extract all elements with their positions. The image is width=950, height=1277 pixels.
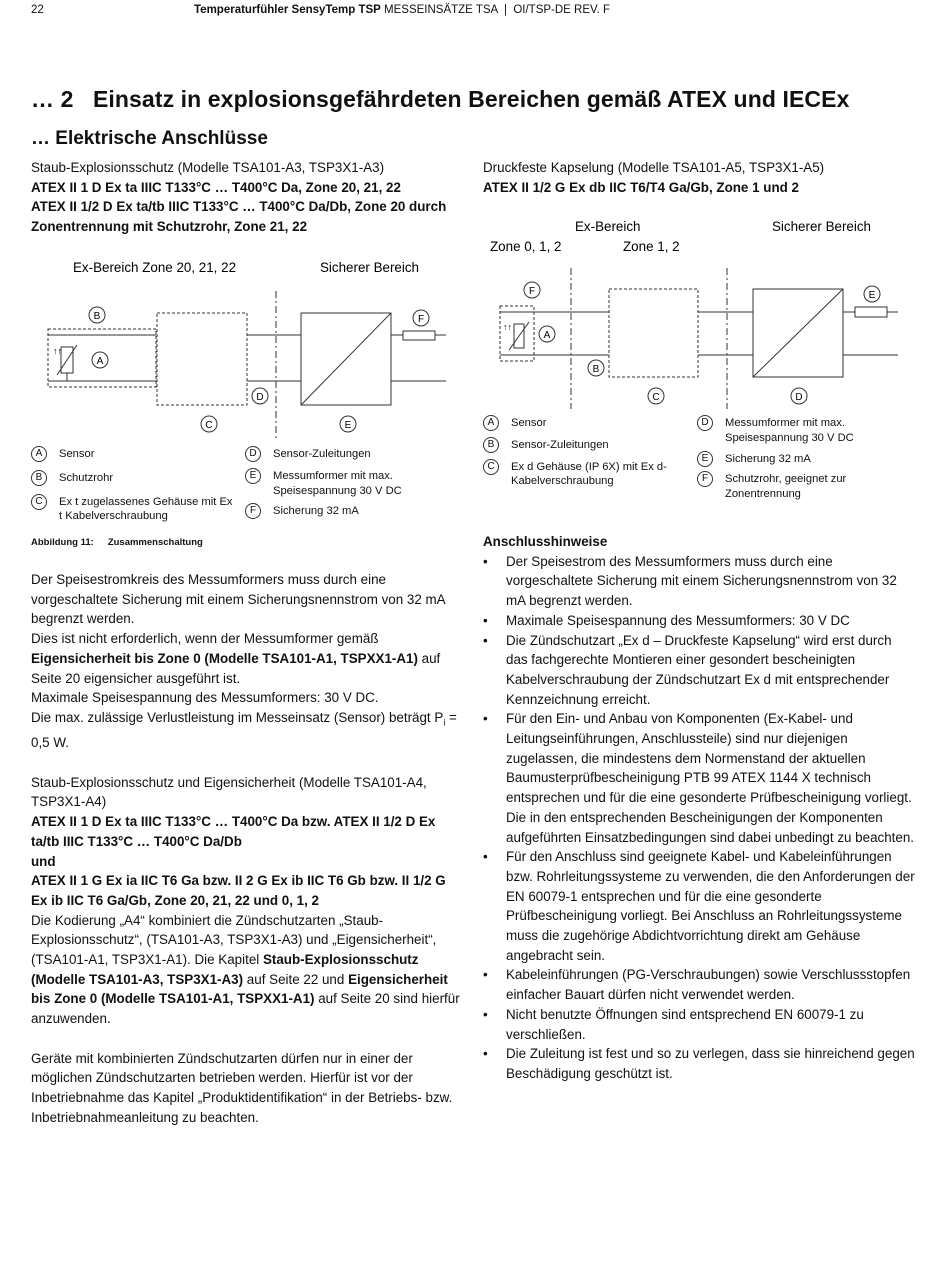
left-body	[31, 570, 461, 1127]
right-label-zone012: Zone 0, 1, 2	[490, 239, 562, 254]
right-label-ex: Ex-Bereich	[575, 219, 641, 234]
left-marking2-2: ATEX II 1 G Ex ia IIC T6 Ga bzw. II 2 G Ex ib IIC T6 Gb bzw. II 1/2 G Ex ib IIC T6 Ga/Gb, Zone 20, 21, 22 und 0, 1, 2	[31, 873, 446, 908]
left-callout-f: F	[417, 314, 425, 325]
list-item: • Für den Ein- und Anbau von Komponenten (Ex-Kabel- und Leitungseinführungen, Anschlussteile) sind nur diejenigen zugelassen, die mindestens dem Normenstand der aktuellen Baumusterprüfbescheinigung PTB 99 ATEX 1144 X technisch entsprechen und für die eine gesonderte Prüfbescheinigung vorliegt. Die in den entsprechenden Bescheinigungen der Komponenten aufgeführten Einsatzbedingungen sind dabei unbedingt zu beachten.	[483, 709, 915, 847]
header-title	[194, 4, 610, 16]
right-callout-c: C	[652, 392, 660, 403]
right-label-safe: Sicherer Bereich	[772, 219, 871, 234]
left-callout-e: E	[344, 420, 352, 431]
left-legend-col2	[245, 447, 435, 525]
right-diagram	[483, 214, 915, 409]
section-heading: … Elektrische Anschlüsse	[31, 128, 268, 149]
right-callout-d: D	[795, 392, 803, 403]
left-marking2-1: ATEX II 1 D Ex ta IIIC T133°C … T400°C Da bzw. ATEX II 1/2 D Ex ta/tb IIIC T133°C … T400°C Da/Db	[31, 814, 436, 849]
left-label-safe: Sicherer Bereich	[320, 260, 419, 275]
chapter-heading: … 2 Einsatz in explosionsgefährdeten Bereichen gemäß ATEX und IECEx	[31, 86, 850, 112]
page-header	[31, 4, 919, 20]
left-title-2: Staub-Explosionsschutz und Eigensicherheit (Modelle TSA101-A4, TSP3X1-A4)	[31, 774, 427, 810]
para-voltage: Maximale Speisespannung des Messumformers: 30 V DC.	[31, 690, 379, 706]
legend-item: D Messumformer mit max. Speisespannung 30 V DC	[697, 416, 887, 446]
left-marking-2: ATEX II 1/2 D Ex ta/tb IIIC T133°C … T400°C Da/Db, Zone 20 durch Zonentrennung mit Schutzrohr, Zone 21, 22	[31, 199, 447, 235]
left-legend-col1	[31, 447, 236, 530]
hinweise-list	[483, 552, 915, 1084]
list-item: • Für den Anschluss sind geeignete Kabel- und Kabeleinführungen bzw. Rohrleitungssysteme zu verwenden, die den Anforderungen der EN 60079-1 entsprechen und für die eine gesonderte Prüfbescheinigung vorliegt. Bei Anschluss an Rohrleitungssysteme muss die zugehörige Abdichtvorrichtung direkt am Gehäuse angebracht sein.	[483, 847, 915, 965]
figure-caption	[31, 537, 217, 548]
caption-number: Abbildung 11:	[31, 537, 94, 548]
legend-item: D Sensor-Zuleitungen	[245, 447, 435, 462]
right-body	[483, 532, 915, 1084]
para-fuse: Der Speisestromkreis des Messumformers muss durch eine vorgeschaltete Sicherung mit einem Sicherungsnennstrom von 32 mA begrenzt werden.	[31, 572, 445, 627]
right-label-zone12: Zone 1, 2	[623, 239, 680, 254]
list-item: • Kabeleinführungen (PG-Verschraubungen) sowie Verschlussstopfen einfacher Bauart dürfen nicht verwendet werden.	[483, 965, 915, 1004]
right-callout-b: B	[592, 364, 600, 375]
svg-text:↑↑: ↑↑	[503, 322, 512, 332]
fuse	[855, 307, 887, 317]
housing	[157, 313, 247, 405]
legend-item: B Schutzrohr	[31, 471, 236, 486]
list-item: • Nicht benutzte Öffnungen sind entsprechend EN 60079-1 zu verschließen.	[483, 1005, 915, 1044]
left-callout-b: B	[93, 311, 101, 322]
header-title-bold: Temperaturfühler SensyTemp TSP	[194, 4, 381, 16]
legend-item: A Sensor	[483, 416, 688, 431]
left-intro	[31, 158, 461, 237]
page-number: 22	[31, 4, 44, 16]
right-title: Druckfeste Kapselung (Modelle TSA101-A5, TSP3X1-A5)	[483, 160, 825, 175]
list-item: • Maximale Speisespannung des Messumformers: 30 V DC	[483, 611, 915, 631]
left-und: und	[31, 853, 56, 869]
para-intrinsic: Dies ist nicht erforderlich, wenn der Messumformer gemäß Eigensicherheit bis Zone 0 (Modelle TSA101-A1, TSPXX1-A1) auf Seite 20 eigensicher ausgeführt ist.	[31, 631, 441, 686]
legend-item: F Schutzrohr, geeignet zur Zonentrennung	[697, 472, 887, 502]
right-callout-e: E	[868, 290, 876, 301]
protective-tube	[500, 306, 534, 361]
right-callout-f: F	[528, 286, 536, 297]
right-callout-a: A	[543, 330, 551, 341]
svg-text:↑↑: ↑↑	[53, 346, 62, 356]
legend-item: A Sensor	[31, 447, 236, 462]
left-title: Staub-Explosionsschutz (Modelle TSA101-A3, TSP3X1-A3)	[31, 160, 385, 175]
para-combined: Geräte mit kombinierten Zündschutzarten dürfen nur in einer der möglichen Zündschutzarten betrieben werden. Hierfür ist vor der Inbetriebnahme das Kapitel „Produktidentifikation“ in der Betriebs- bzw. Inbetriebnahmeanleitung zu beachten.	[31, 1050, 453, 1125]
legend-item: E Messumformer mit max. Speisespannung 30 V DC	[245, 469, 435, 499]
right-marking: ATEX II 1/2 G Ex db IIC T6/T4 Ga/Gb, Zone 1 und 2	[483, 179, 799, 195]
list-item: • Die Zuleitung ist fest und so zu verlegen, dass sie hinreichend gegen Beschädigung geschützt ist.	[483, 1044, 915, 1083]
header-title-rest: MESSEINSÄTZE TSA | OI/TSP-DE REV. F	[380, 4, 611, 16]
right-legend-col1	[483, 416, 688, 495]
right-intro	[483, 158, 915, 197]
legend-item: C Ex d Gehäuse (IP 6X) mit Ex d-Kabelverschraubung	[483, 460, 688, 490]
para-coding: Die Kodierung „A4“ kombiniert die Zündschutzarten „Staub-Explosionsschutz“, (TSA101-A3, TSP3X1-A3) und „Eigensicherheit“, (TSA101-A1, TSP3X1-A1). Die Kapitel Staub-Explosionsschutz (Modelle TSA101-A3, TSP3X1-A3) auf Seite 22 und Eigensicherheit bis Zone 0 (Modelle TSA101-A1, TSPXX1-A1) auf Seite 20 sind hierfür anzuwenden.	[31, 912, 460, 1027]
housing	[609, 289, 698, 377]
left-callout-a: A	[96, 356, 104, 367]
left-label-ex: Ex-Bereich Zone 20, 21, 22	[73, 260, 237, 275]
left-callout-d: D	[256, 392, 264, 403]
left-marking-1: ATEX II 1 D Ex ta IIIC T133°C … T400°C Da, Zone 20, 21, 22	[31, 179, 401, 195]
caption-text: Zusammenschaltung	[107, 537, 203, 548]
list-item: • Die Zündschutzart „Ex d – Druckfeste Kapselung“ wird erst durch das fachgerechte Montieren einer gesondert bescheinigten Kabelverschraubung der Zündschutzart Ex d mit entsprechender Kennzeichnung erreicht.	[483, 631, 915, 710]
legend-item: E Sicherung 32 mA	[697, 452, 887, 467]
left-callout-c: C	[205, 420, 213, 431]
para-power: Die max. zulässige Verlustleistung im Messeinsatz (Sensor) beträgt $P_i = 0,5$ W.	[31, 709, 457, 751]
list-item: • Der Speisestrom des Messumformers muss durch eine vorgeschaltete Sicherung mit einem Sicherungsnennstrom von 32 mA begrenzt werden.	[483, 552, 915, 611]
legend-item: B Sensor-Zuleitungen	[483, 438, 688, 453]
legend-item: C Ex t zugelassenes Gehäuse mit Ex t Kabelverschraubung	[31, 495, 236, 525]
left-diagram	[31, 255, 461, 440]
legend-item: F Sicherung 32 mA	[245, 504, 435, 519]
fuse	[403, 331, 435, 340]
hinweise-title: Anschlusshinweise	[483, 534, 608, 549]
right-legend-col2	[697, 416, 887, 508]
